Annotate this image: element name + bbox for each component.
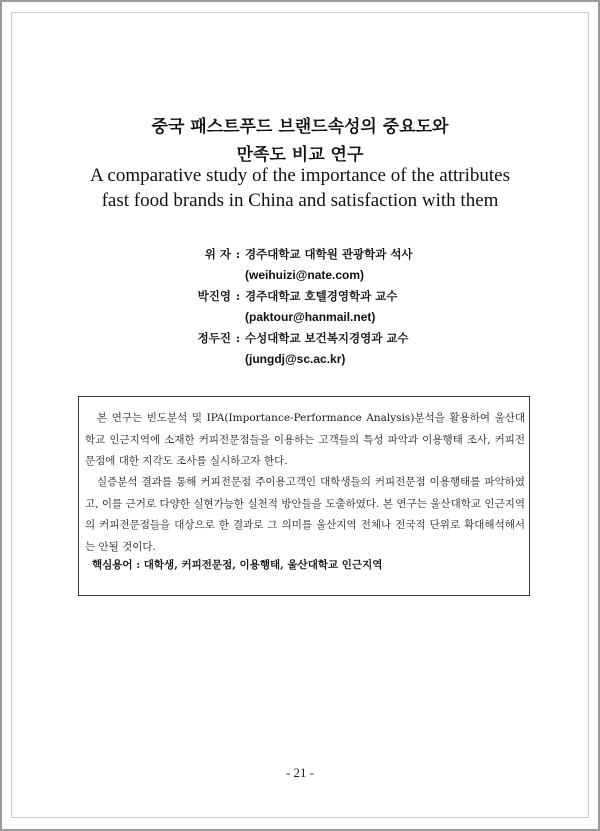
page-number: - 21 - [285,765,315,780]
author-email-row [176,307,496,328]
title-korean-line2: 만족도 비교 연구 [236,145,364,165]
author-row [176,328,496,349]
author-colon: : [235,289,241,303]
author-row [176,286,496,307]
author-name: 위 자 [204,247,231,261]
abstract-paragraph-2-text: 실증분석 결과를 통해 커피전문점 주이용고객인 대학생들의 커피전문점 이용행태를 파악하였고, 이를 근거로 다양한 실현가능한 실천적 방안들을 도출하였다. 본 연구는 울산대학교 인근지역의 커피전문점들을 대상으로 한 결과로 그 의미를 울산지역 전체나 전국적 단위로 확대해석해서는 안될 것이다. [85,476,525,553]
author-name: 박진영 [197,289,231,303]
title-english-line1: A comparative study of the importance of the attributes [90,165,510,186]
abstract-paragraph-1-text: 본 연구는 빈도분석 및 IPA(Importance-Performance Analysis)분석을 활용하여 울산대학교 인근지역에 소재한 커피전문점들을 이용하는 고객들의 특성 파악과 이용행태 조사, 커피전문점에 대한 지각도 조사를 실시하고자 한다. [85,412,525,467]
abstract-paragraph-1 [85,408,525,473]
keywords-terms: 대학생, 커피전문점, 이용행태, 울산대학교 인근지역 [143,559,383,571]
title-korean-line1: 중국 패스트푸드 브랜드속성의 중요도와 [151,117,449,137]
author-affiliation: 수성대학교 보건복지경영과 교수 [245,331,409,345]
author-colon: : [235,247,241,261]
author-list [176,244,496,370]
author-colon: : [235,331,241,345]
keywords-label: 핵심용어 : [92,559,141,571]
author-email-row [176,349,496,370]
author-email: (weihuizi@nate.com) [245,268,365,282]
author-email: (paktour@hanmail.net) [245,310,376,324]
author-affiliation: 경주대학교 호텔경영학과 교수 [245,289,398,303]
abstract-paragraph-2 [85,472,525,558]
title-english-line2: fast food brands in China and satisfaction with them [101,190,499,211]
author-name: 정두진 [197,331,231,345]
author-affiliation: 경주대학교 대학원 관광학과 석사 [245,247,413,261]
author-row [176,244,496,265]
author-email-row [176,265,496,286]
author-email: (jungdj@sc.ac.kr) [245,352,346,366]
keywords [92,556,522,574]
